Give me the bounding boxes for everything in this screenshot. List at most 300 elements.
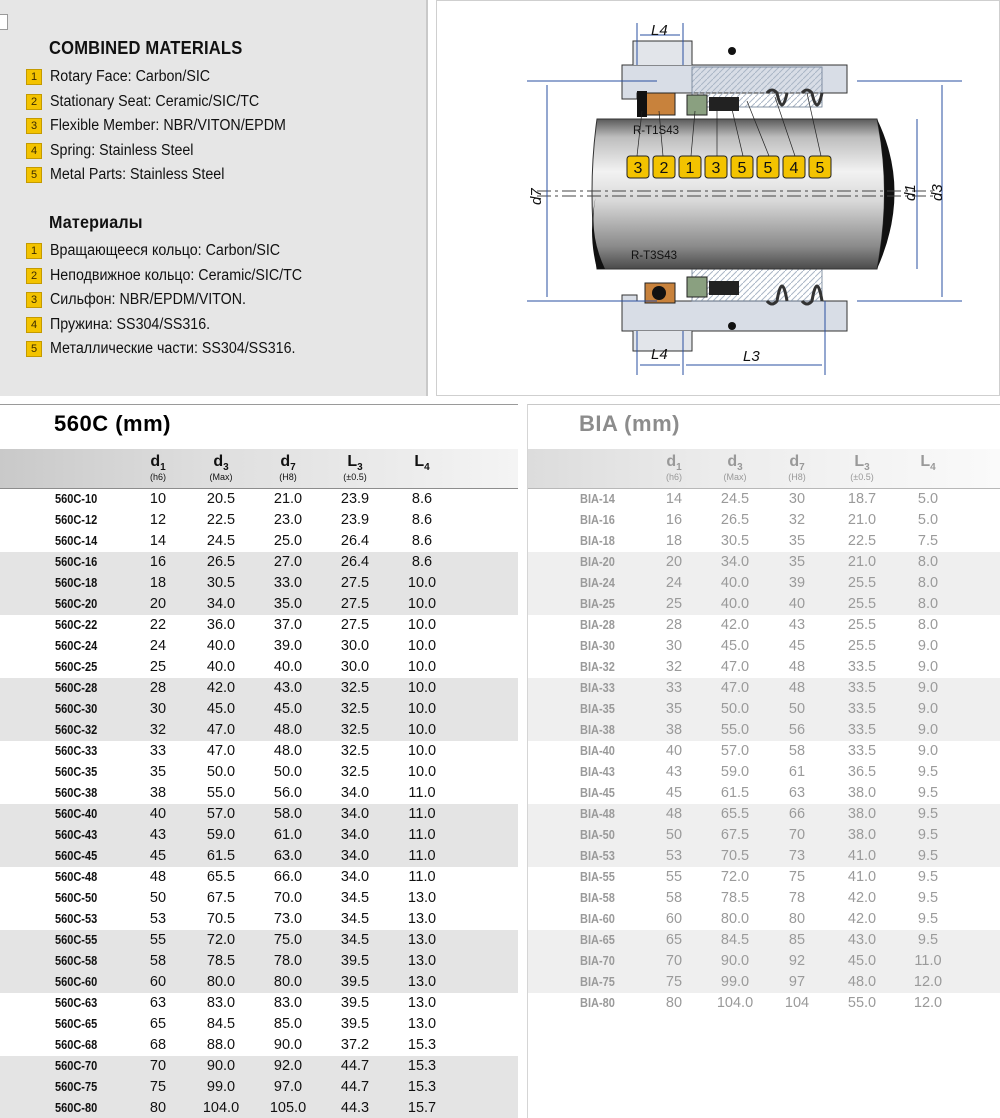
value-cell: 18: [149, 575, 167, 591]
value-cell: 70: [788, 827, 806, 843]
value-cell: 83.0: [206, 995, 236, 1011]
table-row: [0, 888, 518, 909]
value-cell: 15.3: [407, 1037, 437, 1053]
material-item: [26, 163, 306, 188]
value-cell: 13.0: [407, 953, 437, 969]
seal-cross-section-drawing: [436, 0, 1000, 396]
value-cell: 65: [149, 1016, 167, 1032]
model-cell: BIA-43: [580, 765, 615, 779]
material-text: Сильфон: NBR/EPDM/VITON.: [50, 291, 246, 309]
table-row: [0, 1056, 518, 1077]
value-cell: 8.0: [917, 596, 939, 612]
value-cell: 10.0: [407, 575, 437, 591]
table-row: [528, 846, 1000, 867]
value-cell: 5.0: [917, 512, 939, 528]
value-cell: 11.0: [408, 848, 436, 864]
part-number-badge: [679, 156, 701, 178]
value-cell: 21.0: [847, 512, 877, 528]
model-cell: 560C-43: [55, 828, 98, 842]
table-row: [0, 720, 518, 741]
stationary-seat-top: [645, 93, 675, 115]
materials-english-title: COMBINED MATERIALS: [49, 38, 243, 58]
value-cell: 38.0: [847, 806, 877, 822]
value-cell: 30: [788, 491, 806, 507]
model-cell: BIA-18: [580, 534, 615, 548]
model-cell: 560C-35: [55, 765, 98, 779]
value-cell: 35: [788, 554, 806, 570]
part-number-badge: [731, 156, 753, 178]
material-item: [26, 239, 324, 264]
value-cell: 18: [665, 533, 683, 549]
value-cell: 47.0: [720, 680, 750, 696]
value-cell: 40.0: [206, 659, 236, 675]
value-cell: 80.0: [273, 974, 303, 990]
value-cell: 43: [665, 764, 683, 780]
value-cell: 10.0: [407, 743, 437, 759]
value-cell: 55.0: [847, 995, 877, 1011]
value-cell: 48: [788, 680, 806, 696]
table-row: [528, 573, 1000, 594]
value-cell: 39: [788, 575, 806, 591]
value-cell: 33.0: [273, 575, 303, 591]
value-cell: 55.0: [206, 785, 236, 801]
table-row: [528, 489, 1000, 510]
value-cell: 58: [665, 890, 683, 906]
value-cell: 9.0: [917, 722, 939, 738]
material-item: [26, 288, 324, 313]
table-row: [0, 930, 518, 951]
value-cell: 92.0: [273, 1058, 303, 1074]
value-cell: 58: [149, 953, 167, 969]
model-cell: 560C-80: [55, 1101, 98, 1115]
value-cell: 20: [665, 554, 683, 570]
value-cell: 47.0: [206, 722, 236, 738]
model-cell: 560C-75: [55, 1080, 98, 1094]
model-cell: 560C-45: [55, 849, 98, 863]
value-cell: 26.4: [340, 554, 370, 570]
model-cell: 560C-24: [55, 639, 98, 653]
value-cell: 30.0: [340, 659, 370, 675]
value-cell: 48: [149, 869, 167, 885]
value-cell: 85: [788, 932, 806, 948]
value-cell: 25.5: [847, 575, 877, 591]
value-cell: 43: [149, 827, 167, 843]
value-cell: 34.0: [206, 596, 236, 612]
column-header: $d_1$ (h6): [149, 453, 166, 483]
value-cell: 70: [149, 1058, 167, 1074]
table-row: [528, 951, 1000, 972]
value-cell: 30.0: [340, 638, 370, 654]
value-cell: 30.5: [720, 533, 750, 549]
value-cell: 15.7: [407, 1100, 437, 1116]
value-cell: 70.5: [206, 911, 236, 927]
table-row: [528, 825, 1000, 846]
table-row: [528, 909, 1000, 930]
table-row: [528, 615, 1000, 636]
material-item: [26, 90, 306, 115]
value-cell: 48.0: [273, 743, 303, 759]
value-cell: 39.5: [340, 1016, 370, 1032]
value-cell: 45.0: [273, 701, 303, 717]
value-cell: 99.0: [206, 1079, 236, 1095]
value-cell: 20: [149, 596, 167, 612]
value-cell: 8.0: [917, 575, 939, 591]
model-cell: 560C-16: [55, 555, 98, 569]
model-cell: BIA-58: [580, 891, 615, 905]
value-cell: 20.5: [206, 491, 236, 507]
value-cell: 8.6: [411, 512, 433, 528]
value-cell: 36.0: [206, 617, 236, 633]
value-cell: 30.5: [206, 575, 236, 591]
value-cell: 10.0: [407, 764, 437, 780]
part-number-badge: [653, 156, 675, 178]
value-cell: 55: [665, 869, 683, 885]
value-cell: 35: [149, 764, 167, 780]
value-cell: 30: [665, 638, 683, 654]
value-cell: 63: [788, 785, 806, 801]
rotary-face-bottom: [687, 277, 707, 297]
value-cell: 34.5: [340, 911, 370, 927]
value-cell: 97.0: [273, 1079, 303, 1095]
value-cell: 68: [149, 1037, 167, 1053]
value-cell: 99.0: [720, 974, 750, 990]
table-bia-header: [528, 449, 1000, 489]
value-cell: 70.0: [273, 890, 303, 906]
value-cell: 45.0: [720, 638, 750, 654]
value-cell: 72.0: [720, 869, 750, 885]
value-cell: 47.0: [206, 743, 236, 759]
model-label-top: R-T1S43: [633, 125, 680, 137]
value-cell: 26.4: [340, 533, 370, 549]
value-cell: 16: [665, 512, 683, 528]
value-cell: 70.5: [720, 848, 750, 864]
value-cell: 44.7: [340, 1079, 370, 1095]
value-cell: 14: [665, 491, 683, 507]
column-header: $d_7$ (H8): [279, 453, 297, 483]
model-cell: 560C-55: [55, 933, 98, 947]
value-cell: 65: [665, 932, 683, 948]
model-cell: BIA-33: [580, 681, 615, 695]
value-cell: 16: [149, 554, 167, 570]
model-cell: 560C-25: [55, 660, 98, 674]
value-cell: 25.5: [847, 596, 877, 612]
value-cell: 11.0: [408, 827, 436, 843]
model-cell: 560C-33: [55, 744, 98, 758]
value-cell: 27.5: [340, 617, 370, 633]
table-row: [528, 762, 1000, 783]
value-cell: 33.5: [847, 659, 877, 675]
value-cell: 75: [665, 974, 683, 990]
value-cell: 32.5: [340, 701, 370, 717]
o-ring-bottom: [652, 286, 666, 300]
value-cell: 33.5: [847, 722, 877, 738]
value-cell: 80.0: [206, 974, 236, 990]
value-cell: 32.5: [340, 680, 370, 696]
value-cell: 34.5: [340, 932, 370, 948]
material-item: [26, 65, 306, 90]
value-cell: 34.0: [340, 869, 370, 885]
material-text: Rotary Face: Carbon/SIC: [50, 68, 211, 86]
value-cell: 33.5: [847, 701, 877, 717]
model-cell: 560C-40: [55, 807, 98, 821]
table-row: [0, 699, 518, 720]
value-cell: 83.0: [273, 995, 303, 1011]
value-cell: 26.5: [720, 512, 750, 528]
value-cell: 41.0: [847, 848, 877, 864]
material-text: Неподвижное кольцо: Ceramic/SIC/TC: [50, 266, 303, 284]
model-cell: 560C-14: [55, 534, 98, 548]
model-cell: 560C-32: [55, 723, 98, 737]
value-cell: 9.0: [917, 659, 939, 675]
value-cell: 40: [149, 806, 167, 822]
value-cell: 63: [149, 995, 167, 1011]
model-cell: BIA-35: [580, 702, 615, 716]
value-cell: 50.0: [206, 764, 236, 780]
value-cell: 9.5: [917, 911, 939, 927]
value-cell: 80: [665, 995, 683, 1011]
value-cell: 44.3: [340, 1100, 370, 1116]
value-cell: 59.0: [206, 827, 236, 843]
value-cell: 40.0: [720, 596, 750, 612]
value-cell: 23.9: [340, 512, 370, 528]
part-number-badge: [627, 156, 649, 178]
value-cell: 30: [149, 701, 167, 717]
value-cell: 32.5: [340, 764, 370, 780]
value-cell: 11.0: [408, 785, 436, 801]
material-text: Metal Parts: Stainless Steel: [50, 166, 225, 184]
value-cell: 70: [665, 953, 683, 969]
table-row: [0, 678, 518, 699]
value-cell: 15.3: [407, 1058, 437, 1074]
value-cell: 63.0: [273, 848, 303, 864]
table-row: [528, 720, 1000, 741]
value-cell: 12: [149, 512, 167, 528]
value-cell: 72.0: [206, 932, 236, 948]
value-cell: 24.5: [206, 533, 236, 549]
table-row: [0, 552, 518, 573]
value-cell: 78.5: [720, 890, 750, 906]
value-cell: 61.5: [720, 785, 750, 801]
value-cell: 43.0: [847, 932, 877, 948]
svg-text:3: 3: [633, 160, 643, 177]
value-cell: 45: [149, 848, 167, 864]
value-cell: 35.0: [273, 596, 303, 612]
material-item: [26, 313, 324, 338]
value-cell: 75: [788, 869, 806, 885]
value-cell: 42.0: [847, 911, 877, 927]
value-cell: 40.0: [273, 659, 303, 675]
part-number-badge: [757, 156, 779, 178]
housing-top-left: [622, 41, 692, 65]
value-cell: 9.5: [917, 890, 939, 906]
value-cell: 40: [665, 743, 683, 759]
value-cell: 34.5: [340, 890, 370, 906]
value-cell: 34.0: [340, 806, 370, 822]
model-cell: 560C-50: [55, 891, 98, 905]
value-cell: 45.0: [847, 953, 877, 969]
value-cell: 53: [665, 848, 683, 864]
model-cell: BIA-24: [580, 576, 615, 590]
value-cell: 32.5: [340, 743, 370, 759]
material-item: [26, 337, 324, 362]
material-text: Flexible Member: NBR/VITON/EPDM: [50, 117, 286, 135]
materials-russian-title: Материалы: [49, 212, 143, 232]
model-cell: 560C-20: [55, 597, 98, 611]
value-cell: 25: [665, 596, 683, 612]
value-cell: 9.0: [917, 680, 939, 696]
value-cell: 32: [149, 722, 167, 738]
model-label-bottom: R-T3S43: [631, 250, 678, 262]
value-cell: 43: [788, 617, 806, 633]
model-cell: 560C-63: [55, 996, 98, 1010]
value-cell: 12.0: [913, 974, 943, 990]
value-cell: 10.0: [407, 659, 437, 675]
table-row: [528, 594, 1000, 615]
value-cell: 48: [788, 659, 806, 675]
table-row: [0, 846, 518, 867]
value-cell: 48.0: [847, 974, 877, 990]
table-row: [0, 1035, 518, 1056]
material-text: Металлические части: SS304/SS316.: [50, 340, 296, 358]
value-cell: 40.0: [720, 575, 750, 591]
value-cell: 11.0: [408, 869, 436, 885]
value-cell: 21.0: [273, 491, 303, 507]
model-cell: 560C-65: [55, 1017, 98, 1031]
number-badge: 3: [26, 118, 42, 134]
value-cell: 9.5: [917, 806, 939, 822]
model-cell: BIA-32: [580, 660, 615, 674]
value-cell: 10.0: [407, 617, 437, 633]
value-cell: 27.0: [273, 554, 303, 570]
value-cell: 67.5: [206, 890, 236, 906]
model-cell: BIA-55: [580, 870, 615, 884]
value-cell: 22.5: [847, 533, 877, 549]
bellows-top: [709, 97, 739, 111]
value-cell: 105.0: [269, 1100, 307, 1116]
table-row: [528, 741, 1000, 762]
value-cell: 85.0: [273, 1016, 303, 1032]
column-header: $d_1$ (h6): [665, 453, 682, 483]
value-cell: 34.0: [340, 785, 370, 801]
materials-russian-list: [26, 239, 324, 362]
material-item: [26, 114, 306, 139]
value-cell: 60: [149, 974, 167, 990]
table-row: [0, 615, 518, 636]
value-cell: 27.5: [340, 596, 370, 612]
value-cell: 25.5: [847, 617, 877, 633]
value-cell: 24: [149, 638, 167, 654]
model-cell: 560C-12: [55, 513, 98, 527]
value-cell: 10.0: [407, 701, 437, 717]
rotary-face-top: [687, 95, 707, 115]
value-cell: 24: [665, 575, 683, 591]
number-badge: 4: [26, 317, 42, 333]
value-cell: 97: [788, 974, 806, 990]
value-cell: 9.5: [917, 764, 939, 780]
model-cell: BIA-38: [580, 723, 615, 737]
value-cell: 45.0: [206, 701, 236, 717]
value-cell: 50: [788, 701, 806, 717]
value-cell: 84.5: [206, 1016, 236, 1032]
value-cell: 22: [149, 617, 167, 633]
value-cell: 59.0: [720, 764, 750, 780]
part-number-badge: [809, 156, 831, 178]
table-row: [0, 636, 518, 657]
value-cell: 11.0: [914, 953, 942, 969]
value-cell: 23.0: [273, 512, 303, 528]
number-badge: 5: [26, 341, 42, 357]
value-cell: 21.0: [847, 554, 877, 570]
number-badge: 4: [26, 143, 42, 159]
table-row: [528, 783, 1000, 804]
material-text: Spring: Stainless Steel: [50, 141, 194, 159]
model-cell: BIA-48: [580, 807, 615, 821]
column-header: $L_4$: [920, 453, 936, 474]
svg-text:2: 2: [659, 160, 669, 177]
value-cell: 40.0: [206, 638, 236, 654]
value-cell: 25: [149, 659, 167, 675]
value-cell: 84.5: [720, 932, 750, 948]
value-cell: 88.0: [206, 1037, 236, 1053]
value-cell: 80: [788, 911, 806, 927]
shaft: [592, 119, 885, 269]
value-cell: 9.0: [917, 638, 939, 654]
value-cell: 33: [665, 680, 683, 696]
table-row: [0, 594, 518, 615]
value-cell: 8.6: [411, 533, 433, 549]
value-cell: 28: [665, 617, 683, 633]
value-cell: 80: [149, 1100, 167, 1116]
value-cell: 22.5: [206, 512, 236, 528]
value-cell: 92: [788, 953, 806, 969]
o-ring-housing-bottom: [728, 322, 736, 330]
value-cell: 53: [149, 911, 167, 927]
materials-panel: [0, 0, 428, 396]
value-cell: 32: [788, 512, 806, 528]
model-cell: BIA-53: [580, 849, 615, 863]
value-cell: 40: [788, 596, 806, 612]
value-cell: 39.5: [340, 974, 370, 990]
value-cell: 10.0: [407, 722, 437, 738]
value-cell: 10.0: [407, 680, 437, 696]
value-cell: 67.5: [720, 827, 750, 843]
value-cell: 75.0: [273, 932, 303, 948]
table-row: [0, 783, 518, 804]
table-row: [528, 552, 1000, 573]
table-bia-rows: [528, 489, 1000, 1014]
model-cell: BIA-14: [580, 492, 615, 506]
model-cell: BIA-20: [580, 555, 615, 569]
value-cell: 34.0: [720, 554, 750, 570]
value-cell: 10.0: [407, 638, 437, 654]
value-cell: 73: [788, 848, 806, 864]
value-cell: 9.5: [917, 785, 939, 801]
value-cell: 9.0: [917, 701, 939, 717]
material-text: Пружина: SS304/SS316.: [50, 315, 211, 333]
table-row: [0, 972, 518, 993]
value-cell: 42.0: [847, 890, 877, 906]
model-cell: BIA-40: [580, 744, 615, 758]
value-cell: 13.0: [407, 911, 437, 927]
model-cell: BIA-70: [580, 954, 615, 968]
value-cell: 24.5: [720, 491, 750, 507]
table-bia: [527, 404, 1000, 1118]
model-cell: BIA-50: [580, 828, 615, 842]
value-cell: 9.5: [917, 848, 939, 864]
value-cell: 78.0: [273, 953, 303, 969]
value-cell: 90.0: [206, 1058, 236, 1074]
model-cell: BIA-30: [580, 639, 615, 653]
